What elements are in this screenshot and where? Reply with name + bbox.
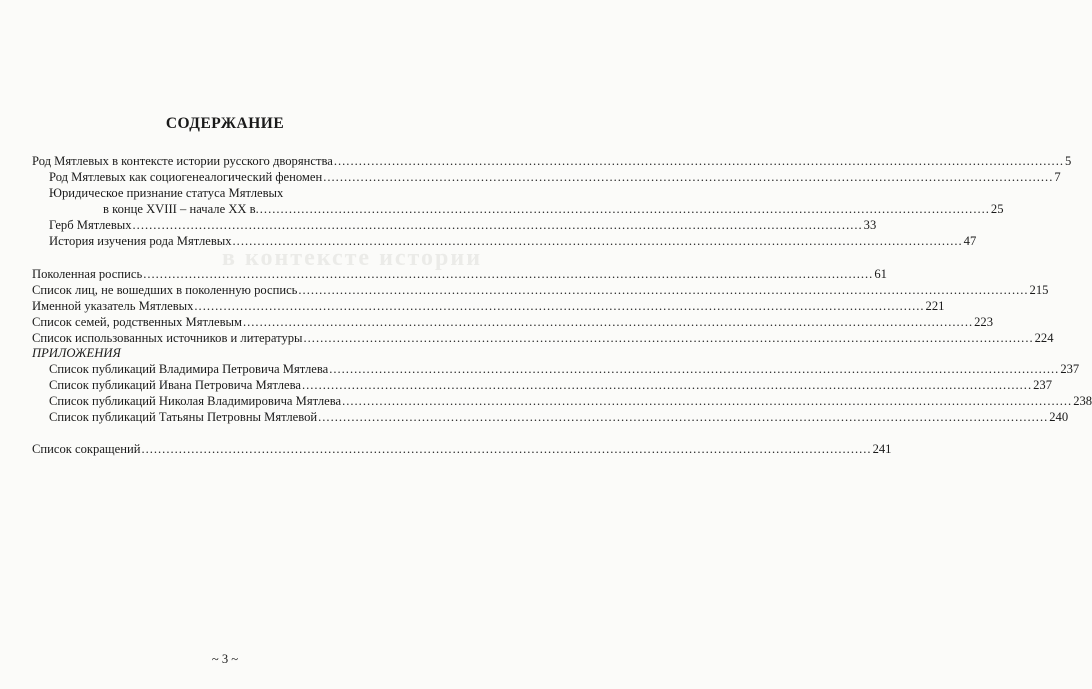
toc-entry: Список использованных источников и литературы ..... 224 xyxy=(32,330,404,346)
appendix-entry: Список публикаций Татьяны Петровны Мятлевой ..... 240 xyxy=(49,409,404,425)
toc-entry: Герб Мятлевых ..... 33 xyxy=(49,217,404,233)
page-title: СОДЕРЖАНИЕ xyxy=(165,115,285,132)
toc-entry: Род Мятлевых как социогенеалогический феномен ..... 7 xyxy=(49,169,404,185)
toc-entry: Список сокращений ..... 241 xyxy=(32,441,404,457)
toc-entry: История изучения рода Мятлевых ..... 47 xyxy=(49,233,404,249)
appendix-entry: Список публикаций Ивана Петровича Мятлева ..... 237 xyxy=(49,377,404,393)
toc-entry: в конце XVIII – начале XX в. ..... 25 xyxy=(103,201,404,217)
toc-entry: Именной указатель Мятлевых ..... 221 xyxy=(32,298,404,314)
toc-entry: Поколенная роспись ..... 61 xyxy=(32,266,404,282)
toc-entry-line1: Юридическое признание статуса Мятлевых xyxy=(49,186,284,200)
bleed-through-watermark: в контексте истории xyxy=(222,245,483,271)
appendix-entry: Список публикаций Николая Владимировича Мятлева ..... 238 xyxy=(49,393,404,409)
page-number: ~ 3 ~ xyxy=(211,652,239,666)
toc-entry: Список семей, родственных Мятлевым ..... 223 xyxy=(32,314,404,330)
toc-entry: Список лиц, не вошедших в поколенную роспись ..... 215 xyxy=(32,282,404,298)
appendix-heading: ПРИЛОЖЕНИЯ xyxy=(32,346,121,360)
toc-entry: Род Мятлевых в контексте истории русского дворянства ..... 5 xyxy=(32,153,404,169)
appendix-entry: Список публикаций Владимира Петровича Мятлева ..... 237 xyxy=(49,361,404,377)
